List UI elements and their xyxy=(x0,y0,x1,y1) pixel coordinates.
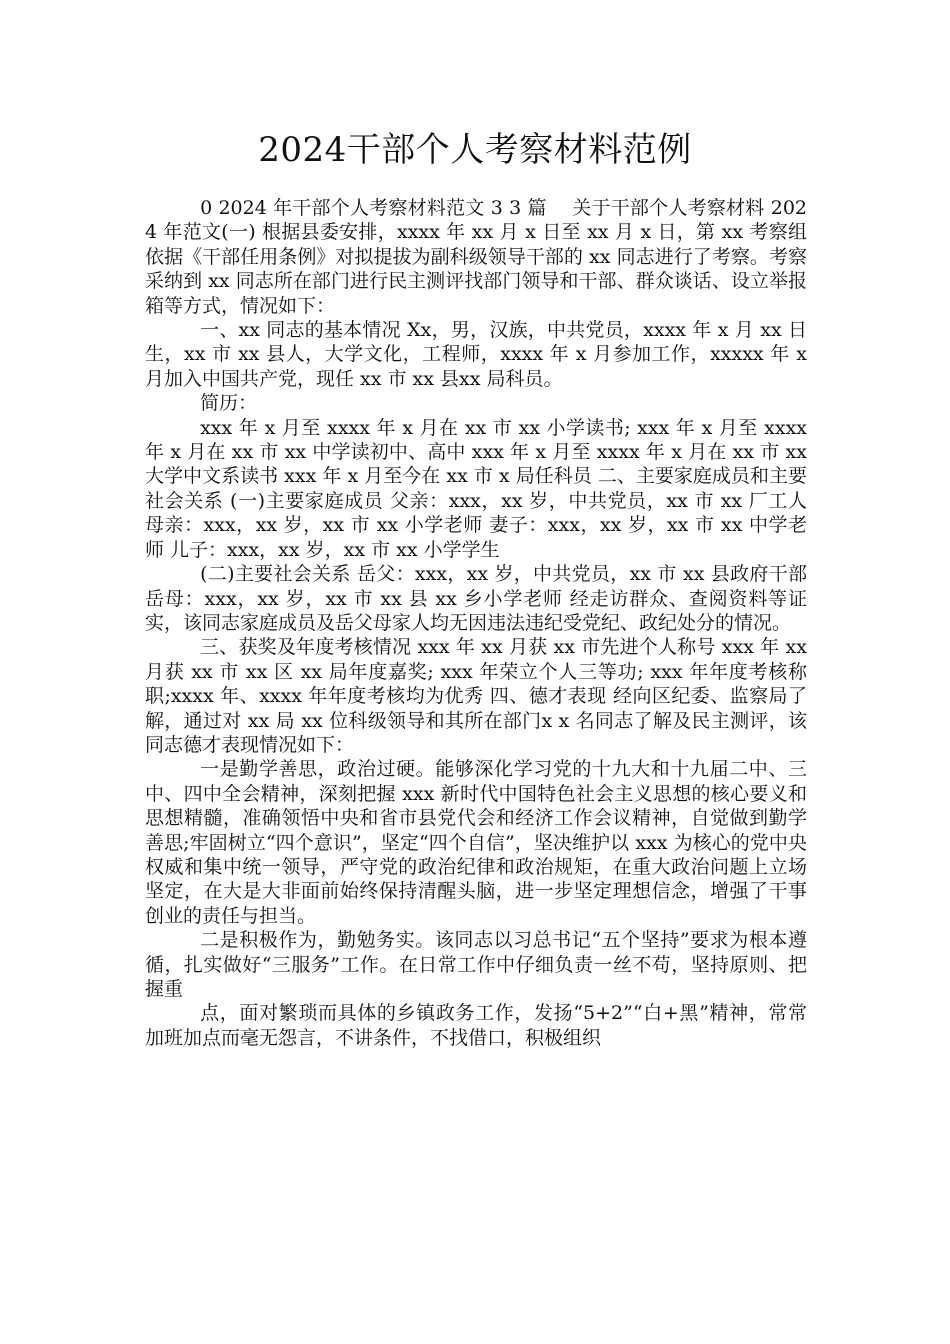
paragraph: (二)主要社会关系 岳父：xxx，xx 岁，中共党员，xx 市 xx 县政府干部 岳母：xxx，xx 岁，xx 市 xx 县 xx 乡小学老师 经走访群众、查阅资料等证实，该同志家庭成员及岳父母家人均无因违法违纪受党纪、政纪处分的情况。 xyxy=(145,563,807,634)
paragraph: 一、xx 同志的基本情况 Xx，男，汉族，中共党员，xxxx 年 x 月 xx 日生，xx 市 xx 县人，大学文化，工程师，xxxx 年 x 月参加工作，xxxxx 年 x 月加入中国共产党，现任 xx 市 xx 县xx 局科员。 xyxy=(145,319,807,390)
paragraph: 三、获奖及年度考核情况 xxx 年 xx 月获 xx 市先进个人称号 xxx 年 xx 月获 xx 市 xx 区 xx 局年度嘉奖; xxx 年荣立个人三等功; xxx 年年度考核称职;xxxx 年、xxxx 年年度考核均为优秀 四、德才表现 经向区纪委、监察局了解，通过对 xx 局 xx 位科级领导和其所在部门x x 名同志了解及民主测评，该同志德才表现情况如下： xyxy=(145,636,807,756)
document-body xyxy=(145,196,807,1050)
paragraph: 简历： xyxy=(200,392,258,415)
paragraph: 点，面对繁琐而具体的乡镇政务工作，发扬“5+2”“白+黑”精神，常常加班加点而毫无怨言，不讲条件，不找借口，积极组织 xyxy=(145,1002,807,1049)
paragraph: xxx 年 x 月至 xxxx 年 x 月在 xx 市 xx 小学读书; xxx 年 x 月至 xxxx 年 x 月在 xx 市 xx 中学读初中、高中 xxx 年 x 月至 xxxx 年 x 月在 xx 市 xx 大学中文系读书 xxx 年 x 月至今在 xx 市 x 局任科员 二、主要家庭成员和主要社会关系 (一)主要家庭成员 父亲：xxx，xx 岁，中共党员，xx 市 xx 厂工人 母亲：xxx，xx 岁，xx 市 xx 小学老师 妻子：xxx，xx 岁，xx 市 xx 中学老师 儿子：xxx，xx 岁，xx 市 xx 小学学生 xyxy=(145,416,807,561)
paragraph: 二是积极作为，勤勉务实。该同志以习总书记“五个坚持”要求为根本遵循，扎实做好“三服务”工作。在日常工作中仔细负责一丝不苟，坚持原则、把握重 xyxy=(145,929,807,1000)
paragraph: 0 2024 年干部个人考察材料范文 3 3 篇 关于干部个人考察材料 2024 年范文(一) 根据县委安排，xxxx 年 xx 月 x 日至 xx 月 x 日，第 xx 考察组依据《干部任用条例》对拟提拔为副科级领导干部的 xx 同志进行了考察。考察采纳到 xx 同志所在部门进行民主测评找部门领导和干部、群众谈话、设立举报箱等方式，情况如下： xyxy=(145,197,807,317)
document-title: 2024干部个人考察材料范例 xyxy=(258,130,692,170)
paragraph: 一是勤学善思，政治过硬。能够深化学习党的十九大和十九届二中、三中、四中全会精神，深刻把握 xxx 新时代中国特色社会主义思想的核心要义和思想精髓，准确领悟中央和省市县党代会和经济工作会议精神，自觉做到勤学善思;牢固树立“四个意识”，坚定“四个自信”，坚决维护以 xxx 为核心的党中央权威和集中统一领导，严守党的政治纪律和政治规矩，在重大政治问题上立场坚定，在大是大非面前始终保持清醒头脑，进一步坚定理想信念，增强了干事创业的责任与担当。 xyxy=(145,758,807,927)
